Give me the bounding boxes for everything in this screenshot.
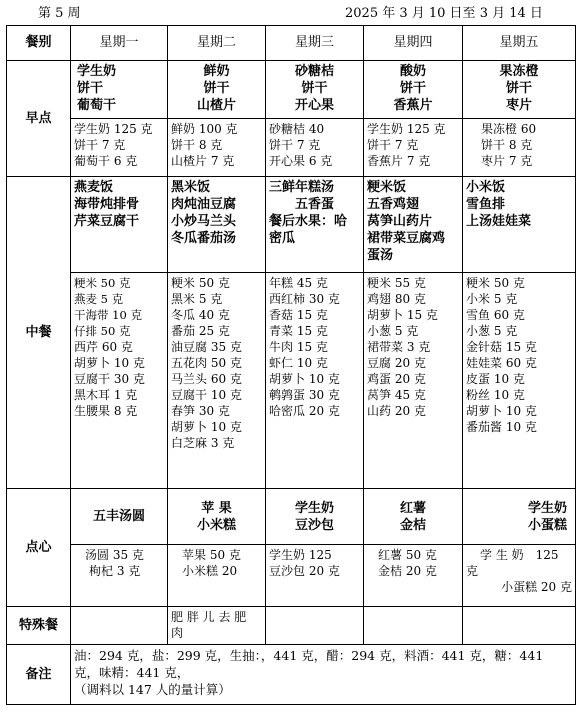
ingredient: 冬瓜 40 克 bbox=[171, 308, 230, 322]
dish-name: 五香鸡翅 bbox=[367, 197, 420, 212]
ingredient-list bbox=[463, 119, 576, 177]
dish-names bbox=[364, 489, 463, 545]
ingredient: 学生奶 125 克 bbox=[367, 122, 446, 136]
ingredient: 饼干 8 克 bbox=[171, 138, 223, 152]
dish-name: 枣片 bbox=[505, 98, 532, 113]
category-header: 餐别 bbox=[7, 26, 71, 61]
ingredient: 皮蛋 10 克 bbox=[466, 372, 525, 386]
ingredient: 粳米 55 克 bbox=[367, 276, 426, 290]
ingredient: 哈密瓜 20 克 bbox=[269, 404, 340, 418]
dish-name: 饼干 bbox=[505, 81, 532, 96]
lunch-names-row bbox=[7, 177, 576, 273]
ingredient: 油豆腐 35 克 bbox=[171, 340, 242, 354]
ingredient: 白芝麻 3 克 bbox=[171, 436, 235, 450]
dish-name: 葡萄干 bbox=[77, 98, 117, 113]
dish-name: 上汤娃娃菜 bbox=[466, 214, 532, 229]
dish-names bbox=[168, 177, 266, 273]
ingredient: 金桔 20 克 bbox=[378, 564, 437, 578]
dish-name: 学生奶 bbox=[527, 500, 567, 516]
day-header: 星期四 bbox=[364, 26, 463, 61]
dish-names bbox=[266, 489, 364, 545]
dish-name: 雪鱼排 bbox=[466, 197, 506, 212]
ingredient: 豆腐干 30 克 bbox=[74, 372, 145, 386]
ingredient: 粉丝 10 克 bbox=[466, 388, 525, 402]
ingredient-list bbox=[168, 545, 266, 607]
ingredient: 粳米 50 克 bbox=[74, 276, 131, 290]
day-header: 星期二 bbox=[168, 26, 266, 61]
dish-names bbox=[266, 177, 364, 273]
remarks-label: 备注 bbox=[7, 645, 71, 705]
ingredient: 黑米 5 克 bbox=[171, 292, 223, 306]
ingredient: 鲜奶 100 克 bbox=[171, 122, 238, 136]
dish-name: 五丰汤圆 bbox=[92, 509, 145, 524]
ingredient: 豆腐 20 克 bbox=[367, 356, 426, 370]
ingredient: 豆沙包 20 克 bbox=[269, 564, 340, 578]
ingredient: 香蕉片 7 克 bbox=[367, 154, 431, 168]
dish-name: 饼干 bbox=[203, 81, 230, 96]
dish-name: 三鲜年糕汤 bbox=[269, 180, 335, 195]
ingredient-list bbox=[463, 273, 576, 489]
ingredient: 娃娃菜 60 克 bbox=[466, 356, 537, 370]
dish-names bbox=[71, 489, 168, 545]
ingredient: 饼干 7 克 bbox=[269, 138, 321, 152]
ingredient: 粳米 50 克 bbox=[171, 276, 230, 290]
dish-name: 芹菜豆腐干 bbox=[74, 214, 140, 229]
ingredient-list bbox=[364, 119, 463, 177]
dish-names bbox=[266, 61, 364, 119]
ingredient: 鹌鹑蛋 30 克 bbox=[269, 388, 340, 402]
ingredient-list bbox=[364, 273, 463, 489]
ingredient: 克 bbox=[466, 564, 479, 578]
ingredient: 西芹 60 克 bbox=[74, 340, 133, 354]
header-row bbox=[7, 26, 576, 61]
dish-name: 黑米饭 bbox=[171, 180, 211, 195]
dish-names bbox=[71, 177, 168, 273]
ingredient: 黑木耳 1 克 bbox=[74, 388, 138, 402]
special-row bbox=[7, 607, 576, 645]
dish-name: 金桔 bbox=[399, 517, 426, 533]
ingredient: 枣片 7 克 bbox=[481, 154, 533, 168]
ingredient-list bbox=[71, 273, 168, 489]
breakfast-names-row bbox=[7, 61, 576, 119]
ingredient: 山楂片 7 克 bbox=[171, 154, 235, 168]
breakfast-qty-row bbox=[7, 119, 576, 177]
ingredient: 胡萝卜 10 克 bbox=[74, 356, 145, 370]
ingredient: 苹果 50 克 bbox=[182, 548, 241, 562]
ingredient: 西红柿 30 克 bbox=[269, 292, 340, 306]
ingredient: 燕麦 5 克 bbox=[74, 292, 124, 306]
week-label: 第 5 周 bbox=[38, 6, 81, 21]
ingredient: 青菜 15 克 bbox=[269, 324, 328, 338]
dish-name: 苹 果 bbox=[201, 500, 232, 516]
day-header: 星期五 bbox=[463, 26, 576, 61]
dish-name: 五香蛋 bbox=[294, 197, 334, 212]
snack-label: 点心 bbox=[7, 489, 71, 607]
ingredient: 胡萝卜 15 克 bbox=[367, 308, 438, 322]
ingredient: 番茄酱 10 克 bbox=[466, 420, 537, 434]
ingredient: 香菇 15 克 bbox=[269, 308, 328, 322]
dish-names bbox=[168, 61, 266, 119]
dish-name: 莴笋山药片 bbox=[367, 214, 433, 229]
dish-name: 开心果 bbox=[294, 98, 334, 113]
ingredient: 胡萝卜 10 克 bbox=[171, 420, 242, 434]
special-cell bbox=[463, 607, 576, 645]
ingredient: 学生奶 125 bbox=[269, 548, 332, 562]
special-cell bbox=[71, 607, 168, 645]
dish-name: 小米饭 bbox=[466, 180, 506, 195]
dish-name: 蛋汤 bbox=[367, 248, 394, 263]
ingredient: 红薯 50 克 bbox=[378, 548, 437, 562]
ingredient: 五花肉 50 克 bbox=[171, 356, 242, 370]
remarks-line: （调料以 147 人的量计算） bbox=[74, 682, 231, 697]
ingredient: 仔排 50 克 bbox=[74, 324, 131, 338]
ingredient: 枸杞 3 克 bbox=[89, 564, 141, 578]
ingredient: 裙带菜 3 克 bbox=[367, 340, 431, 354]
dish-name: 饼干 bbox=[301, 81, 328, 96]
dish-name: 山楂片 bbox=[196, 98, 236, 113]
dish-name: 密瓜 bbox=[269, 231, 296, 246]
menu-table bbox=[6, 25, 576, 705]
remarks-line: 克，味精：441 克， bbox=[74, 665, 190, 680]
ingredient: 生腰果 8 克 bbox=[74, 404, 138, 418]
breakfast-label: 早点 bbox=[7, 61, 71, 177]
special-cell bbox=[364, 607, 463, 645]
ingredient: 虾仁 10 克 bbox=[269, 356, 328, 370]
dish-name: 燕麦饭 bbox=[74, 180, 114, 195]
ingredient: 学 生 奶 125 bbox=[480, 548, 559, 562]
special-text: 肥 胖 儿 去 肥 bbox=[171, 610, 247, 624]
ingredient: 豆腐干 10 克 bbox=[171, 388, 242, 402]
ingredient: 开心果 6 克 bbox=[269, 154, 333, 168]
dish-name: 砂糖桔 bbox=[294, 64, 334, 79]
ingredient-list bbox=[71, 119, 168, 177]
ingredient-list bbox=[364, 545, 463, 607]
dish-names bbox=[463, 177, 576, 273]
ingredient: 牛肉 15 克 bbox=[269, 340, 328, 354]
ingredient: 年糕 45 克 bbox=[269, 276, 328, 290]
dish-name: 学生奶 bbox=[77, 64, 117, 79]
ingredient: 小葱 5 克 bbox=[367, 324, 419, 338]
date-range: 2025 年 3 月 10 日至 3 月 14 日 bbox=[345, 6, 543, 21]
dish-name: 鲜奶 bbox=[203, 64, 230, 79]
ingredient: 马兰头 60 克 bbox=[171, 372, 242, 386]
ingredient: 鸡翅 80 克 bbox=[367, 292, 426, 306]
dish-name: 小米糕 bbox=[196, 517, 236, 533]
dish-name: 肉炖油豆腐 bbox=[171, 197, 237, 212]
dish-names bbox=[463, 489, 576, 545]
ingredient: 小葱 5 克 bbox=[466, 324, 518, 338]
special-text: 肉 bbox=[171, 626, 184, 640]
remarks-line: 油：294 克，盐：299 克，生抽：，441 克，醋：294 克，料酒：441 克，糖：441 bbox=[74, 648, 544, 663]
dish-names bbox=[168, 489, 266, 545]
ingredient: 葡萄干 6 克 bbox=[74, 154, 138, 168]
ingredient: 番茄 25 克 bbox=[171, 324, 230, 338]
ingredient: 山药 20 克 bbox=[367, 404, 426, 418]
day-header: 星期一 bbox=[71, 26, 168, 61]
dish-name: 冬瓜番茄汤 bbox=[171, 231, 237, 246]
ingredient: 粳米 50 克 bbox=[466, 276, 525, 290]
special-label: 特殊餐 bbox=[7, 607, 71, 645]
ingredient: 学生奶 125 克 bbox=[74, 122, 153, 136]
dish-names bbox=[364, 177, 463, 273]
ingredient: 饼干 7 克 bbox=[367, 138, 419, 152]
dish-names bbox=[71, 61, 168, 119]
dish-name: 裙带菜豆腐鸡 bbox=[367, 231, 446, 246]
ingredient: 饼干 7 克 bbox=[74, 138, 126, 152]
dish-name: 果冻橙 bbox=[499, 64, 539, 79]
dish-name: 红薯 bbox=[399, 500, 426, 516]
dish-name: 小炒马兰头 bbox=[171, 214, 237, 229]
dish-name: 酸奶 bbox=[399, 64, 426, 79]
dish-name: 小蛋糕 bbox=[527, 517, 567, 533]
ingredient-list bbox=[266, 273, 364, 489]
remarks-row bbox=[7, 645, 576, 705]
ingredient: 砂糖桔 40 bbox=[269, 122, 325, 136]
special-cell bbox=[168, 607, 266, 645]
lunch-label: 中餐 bbox=[7, 177, 71, 489]
ingredient: 汤圆 35 克 bbox=[85, 548, 144, 562]
ingredient-list bbox=[463, 545, 576, 607]
dish-name: 饼干 bbox=[399, 81, 426, 96]
special-cell bbox=[266, 607, 364, 645]
remarks-text bbox=[71, 645, 576, 705]
ingredient: 莴笋 45 克 bbox=[367, 388, 426, 402]
ingredient: 饼干 8 克 bbox=[481, 138, 533, 152]
ingredient: 雪鱼 60 克 bbox=[466, 308, 525, 322]
dish-name: 餐后水果：哈 bbox=[269, 214, 348, 229]
ingredient: 小蛋糕 20 克 bbox=[501, 580, 572, 594]
dish-name: 学生奶 bbox=[294, 500, 334, 516]
ingredient-list bbox=[71, 545, 168, 607]
ingredient: 金针菇 15 克 bbox=[466, 340, 537, 354]
ingredient: 胡萝卜 10 克 bbox=[466, 404, 537, 418]
dish-name: 香蕉片 bbox=[393, 98, 433, 113]
ingredient-list bbox=[168, 273, 266, 489]
dish-name: 豆沙包 bbox=[294, 517, 334, 533]
ingredient: 小米 5 克 bbox=[466, 292, 518, 306]
ingredient: 鸡蛋 20 克 bbox=[367, 372, 426, 386]
ingredient: 小米糕 20 bbox=[182, 564, 238, 578]
snack-names-row bbox=[7, 489, 576, 545]
dish-names bbox=[463, 61, 576, 119]
ingredient: 胡萝卜 10 克 bbox=[269, 372, 340, 386]
ingredient: 干海带 10 克 bbox=[74, 308, 142, 322]
dish-name: 饼干 bbox=[77, 81, 104, 96]
dish-name: 海带炖排骨 bbox=[74, 197, 140, 212]
dish-names bbox=[364, 61, 463, 119]
snack-qty-row bbox=[7, 545, 576, 607]
ingredient-list bbox=[266, 545, 364, 607]
ingredient: 春笋 30 克 bbox=[171, 404, 230, 418]
lunch-qty-row bbox=[7, 273, 576, 489]
ingredient: 果冻橙 60 bbox=[481, 122, 537, 136]
dish-name: 粳米饭 bbox=[367, 180, 407, 195]
day-header: 星期三 bbox=[266, 26, 364, 61]
ingredient-list bbox=[168, 119, 266, 177]
ingredient-list bbox=[266, 119, 364, 177]
